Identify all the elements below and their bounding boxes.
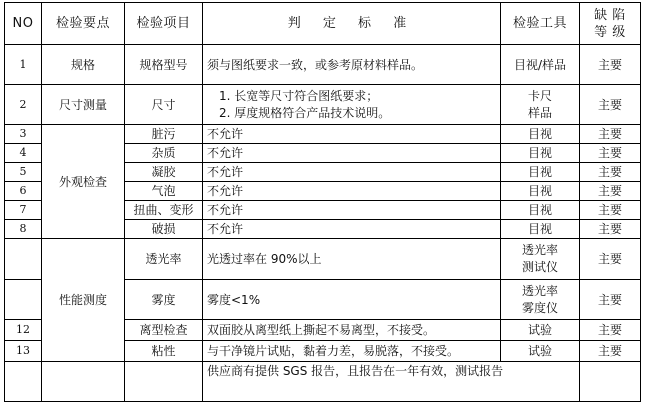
row-defect: 主要: [580, 45, 641, 85]
row-standard: 不允许: [203, 182, 501, 201]
row-no: 1: [5, 45, 42, 85]
header-defect-level: [580, 3, 641, 45]
row-defect: 主要: [580, 163, 641, 182]
row-standard: 不允许: [203, 125, 501, 144]
row-tool: 试验: [501, 341, 580, 362]
row-item: [125, 362, 203, 402]
row-item: 尺寸: [125, 85, 203, 125]
row-standard: 供应商有提供 SGS 报告，且报告在一年有效，测试报告: [203, 362, 580, 402]
row-no: [5, 362, 42, 402]
row-tool: [501, 280, 580, 320]
table-row: [5, 239, 641, 280]
row-no: [5, 239, 42, 280]
row-standard: 须与图纸要求一致，或参考原材料样品。: [203, 45, 501, 85]
row-no: 5: [5, 163, 42, 182]
row-tool: 目视: [501, 144, 580, 163]
row-item: 凝胶: [125, 163, 203, 182]
row-standard: 与干净镜片试贴，黏着力差，易脱落，不接受。: [203, 341, 501, 362]
row-defect: 主要: [580, 220, 641, 239]
header-row: [5, 3, 641, 45]
header-no: NO: [5, 3, 42, 45]
row-defect: 主要: [580, 341, 641, 362]
header-defect-line1: 缺 陷: [594, 7, 626, 23]
row-tool: 目视: [501, 201, 580, 220]
row-standard: 双面胶从离型纸上撕起不易离型，不接受。: [203, 320, 501, 341]
row-item: 雾度: [125, 280, 203, 320]
standard-line: 1. 长宽等尺寸符合图纸要求；: [219, 88, 379, 103]
row-standard: [203, 85, 501, 125]
tool-line: 雾度仪: [521, 300, 558, 315]
row-item: 粘性: [125, 341, 203, 362]
row-no: 4: [5, 144, 42, 163]
row-tool: [501, 239, 580, 280]
row-no: 7: [5, 201, 42, 220]
header-item: 检验项目: [125, 3, 203, 45]
row-defect: 主要: [580, 320, 641, 341]
row-tool: 试验: [501, 320, 580, 341]
row-standard: 不允许: [203, 163, 501, 182]
table-row: [5, 85, 641, 125]
row-standard: 不允许: [203, 201, 501, 220]
row-defect: 主要: [580, 239, 641, 280]
row-tool: 目视: [501, 182, 580, 201]
row-item: 规格型号: [125, 45, 203, 85]
row-standard: 雾度<1%: [203, 280, 501, 320]
row-item: 透光率: [125, 239, 203, 280]
row-tool: 目视: [501, 163, 580, 182]
header-point: 检验要点: [42, 3, 125, 45]
row-tool: 目视: [501, 220, 580, 239]
row-defect: 主要: [580, 280, 641, 320]
row-tool: [501, 85, 580, 125]
row-item: 离型检查: [125, 320, 203, 341]
row-no: 2: [5, 85, 42, 125]
row-point: 规格: [42, 45, 125, 85]
row-point: 性能测度: [42, 239, 125, 362]
row-defect: 主要: [580, 85, 641, 125]
header-defect-line2: 等 级: [594, 24, 626, 40]
row-no: 13: [5, 341, 42, 362]
table-row: [5, 45, 641, 85]
row-point: [42, 362, 125, 402]
row-defect: 主要: [580, 144, 641, 163]
row-item: 破损: [125, 220, 203, 239]
table-row: [5, 362, 641, 402]
tool-line: 透光率: [521, 243, 558, 257]
header-tool: 检验工具: [501, 3, 580, 45]
row-tool: 目视: [501, 125, 580, 144]
row-no: 6: [5, 182, 42, 201]
row-item: 杂质: [125, 144, 203, 163]
row-point: 尺寸测量: [42, 85, 125, 125]
row-no: 8: [5, 220, 42, 239]
row-standard: 不允许: [203, 144, 501, 163]
inspection-table: [4, 2, 641, 402]
row-defect: 主要: [580, 182, 641, 201]
row-defect: [580, 362, 641, 402]
header-standard: 判 定 标 准: [203, 3, 501, 45]
row-item: 扭曲、变形: [125, 201, 203, 220]
row-item: 气泡: [125, 182, 203, 201]
table-row: [5, 125, 641, 144]
row-standard: 光透过率在 90%以上: [203, 239, 501, 280]
row-no: 3: [5, 125, 42, 144]
row-item: 脏污: [125, 125, 203, 144]
row-point: 外观检查: [42, 125, 125, 239]
tool-line: 样品: [527, 105, 552, 120]
row-standard: 不允许: [203, 220, 501, 239]
row-no: 12: [5, 320, 42, 341]
standard-line: 2. 厚度规格符合产品技术说明。: [219, 105, 391, 120]
tool-line: 测试仪: [521, 260, 558, 274]
row-defect: 主要: [580, 201, 641, 220]
tool-line: 透光率: [521, 283, 558, 298]
row-no: [5, 280, 42, 320]
row-tool: 目视/样品: [501, 45, 580, 85]
tool-line: 卡尺: [527, 88, 552, 103]
row-defect: 主要: [580, 125, 641, 144]
